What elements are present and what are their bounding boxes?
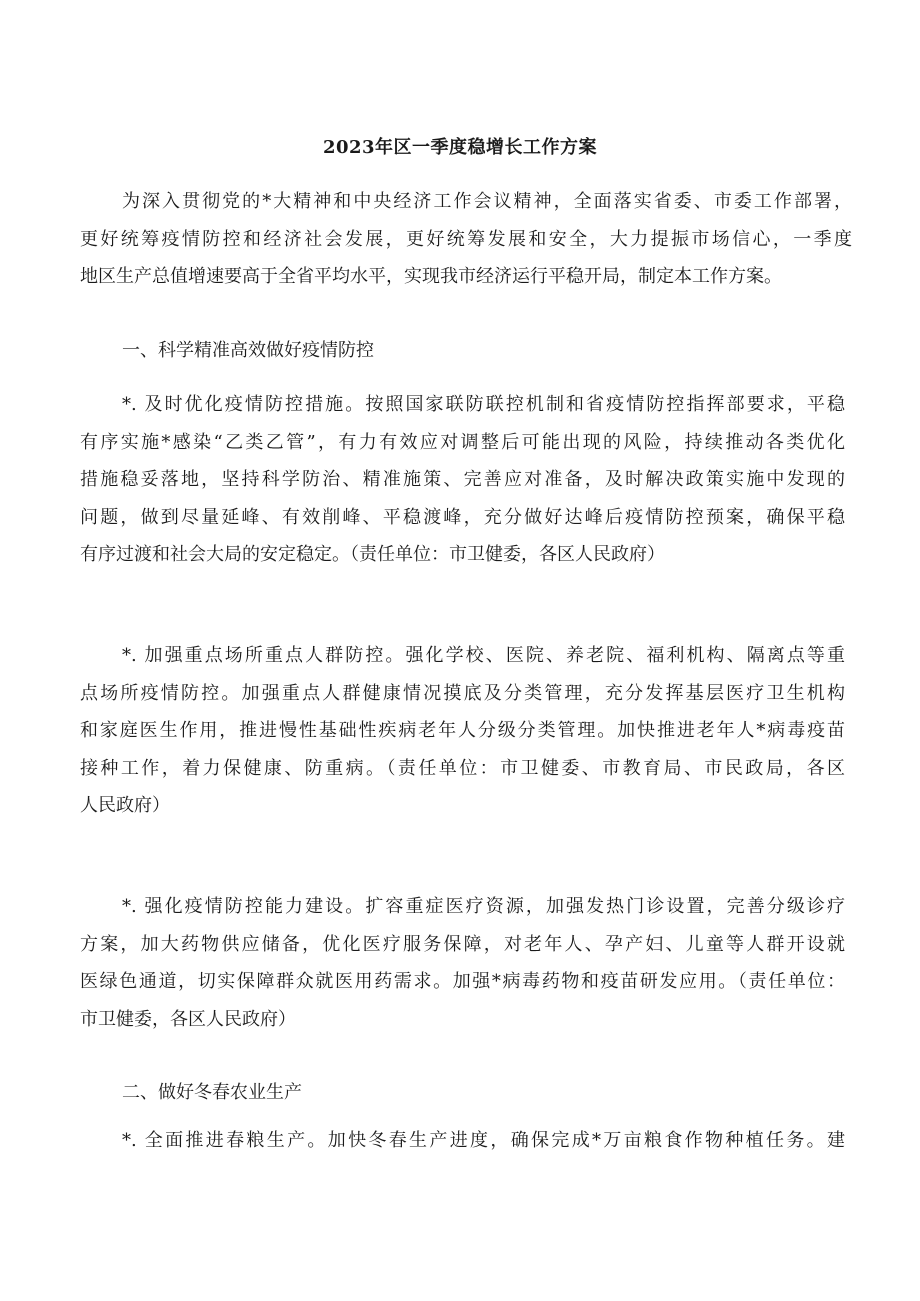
section-2-item-1 <box>80 1122 845 1160</box>
intro-line-2: 更好统筹疫情防控和经济社会发展，更好统筹发展和安全，大力提振市场信心，一季度 <box>80 228 852 250</box>
section-2-heading: 二、做好冬春农业生产 <box>122 1082 302 1103</box>
s1i1-line-5: 有序过渡和社会大局的安定稳定。（责任单位：市卫健委，各区人民政府） <box>80 544 665 565</box>
s2i1-line-1: *. 全面推进春粮生产。加快冬春生产进度，确保完成*万亩粮食作物种植任务。建 <box>122 1130 845 1151</box>
section-1-heading: 一、科学精准高效做好疫情防控 <box>122 340 374 361</box>
s1i2-line-4: 接种工作，着力保健康、防重病。（责任单位：市卫健委、市教育局、市民政局，各区 <box>80 757 845 779</box>
intro-line-3: 地区生产总值增速要高于全省平均水平，实现我市经济运行平稳开局，制定本工作方案。 <box>80 266 782 287</box>
s1i2-line-1: *. 加强重点场所重点人群防控。强化学校、医院、养老院、福利机构、隔离点等重 <box>122 645 845 666</box>
document-title: 2023年区一季度稳增长工作方案 <box>322 137 598 158</box>
intro-paragraph <box>80 183 852 296</box>
s1i3-line-4: 市卫健委，各区人民政府） <box>80 1008 296 1030</box>
s1i2-line-3: 和家庭医生作用，推进慢性基础性疾病老年人分级分类管理。加快推进老年人*病毒疫苗 <box>80 720 845 741</box>
s1i3-line-3: 医绿色通道，切实保障群众就医用药需求。加强*病毒药物和疫苗研发应用。（责任单位： <box>80 971 845 992</box>
section-1-item-1 <box>80 386 845 574</box>
section-1-item-2 <box>80 637 845 825</box>
s1i3-line-2: 方案，加大药物供应储备，优化医疗服务保障，对老年人、孕产妇、儿童等人群开设就 <box>80 933 845 955</box>
s1i2-line-2: 点场所疫情防控。加强重点人群健康情况摸底及分类管理，充分发挥基层医疗卫生机构 <box>80 682 845 704</box>
s1i1-line-2: 有序实施*感染“乙类乙管”，有力有效应对调整后可能出现的风险，持续推动各类优化 <box>80 431 845 453</box>
s1i1-line-3: 措施稳妥落地，坚持科学防治、精准施策、完善应对准备，及时解决政策实施中发现的 <box>80 469 845 490</box>
s1i2-line-5: 人民政府） <box>80 795 170 816</box>
section-1-item-3 <box>80 888 845 1038</box>
s1i3-line-1: *. 强化疫情防控能力建设。扩容重症医疗资源，加强发热门诊设置，完善分级诊疗 <box>122 896 845 917</box>
s1i1-line-4: 问题，做到尽量延峰、有效削峰、平稳渡峰，充分做好达峰后疫情防控预案，确保平稳 <box>80 506 845 528</box>
intro-line-1: 为深入贯彻党的*大精神和中央经济工作会议精神，全面落实省委、市委工作部署， <box>122 191 852 212</box>
s1i1-line-1: *. 及时优化疫情防控措施。按照国家联防联控机制和省疫情防控指挥部要求，平稳 <box>122 394 845 415</box>
